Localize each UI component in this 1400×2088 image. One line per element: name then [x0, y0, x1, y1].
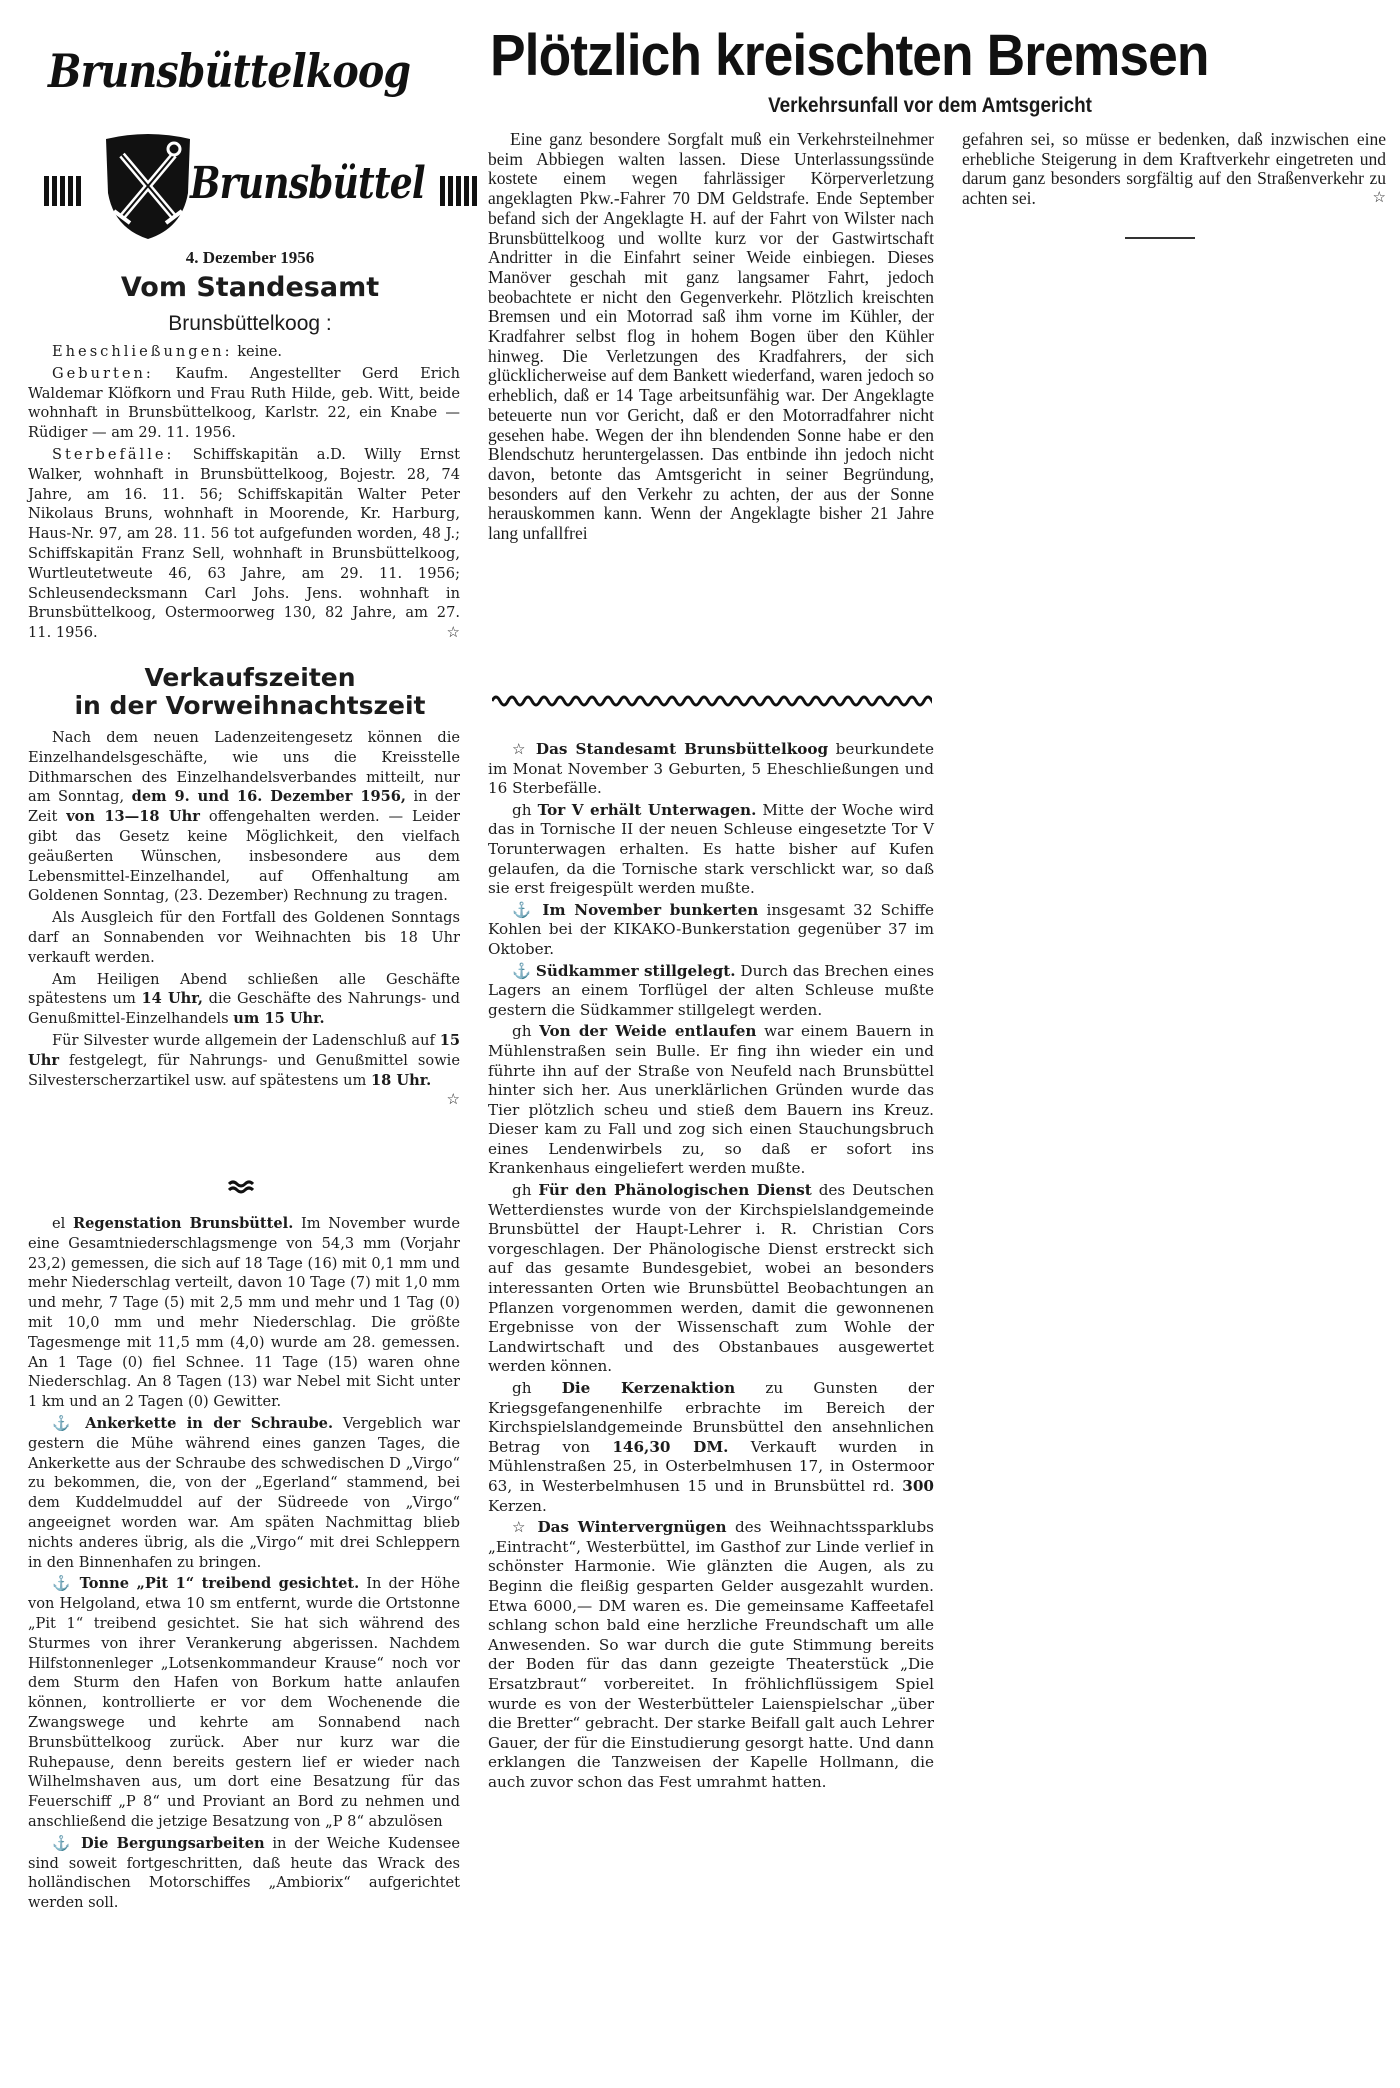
paragraph-text: Verkauft wurden in Mühlenstraßen 25, in Osterbelmhusen 17, in Ostermoor 63, in Westerbelmhusen 15 und in Brunsbüttel rd.	[488, 1437, 934, 1495]
news-paragraph	[28, 1574, 460, 1831]
standesamt-heading: Vom Standesamt	[120, 272, 380, 303]
article-text-2	[962, 130, 1386, 209]
paragraph-text: Kaufm. Angestellter Gerd Erich Waldemar Klöfkorn und Frau Ruth Hilde, geb. Witt, beide wohnhaft in Brunsbüttelkoog, Karlstr. 22, ein Knabe — Rüdiger — am 29. 11. 1956.	[28, 364, 460, 442]
paragraph-lead-bold: Regenstation Brunsbüttel.	[72, 1215, 294, 1232]
paragraph-text: el	[52, 1215, 73, 1232]
star-icon: ☆	[1372, 190, 1386, 207]
issue-date: 4. Dezember 1956	[185, 248, 315, 267]
verkauf-heading-line2: in der Vorweihnachtszeit	[74, 691, 426, 720]
paragraph-label: Geburten:	[52, 364, 154, 382]
masthead-logo	[40, 38, 460, 238]
paragraph-lead-bold: 14 Uhr,	[141, 990, 203, 1008]
star-icon: ☆	[512, 1518, 538, 1537]
verkauf-heading	[40, 664, 460, 720]
paragraph-lead-bold: 146,30 DM.	[612, 1437, 729, 1456]
news-paragraph	[28, 445, 460, 643]
paragraph-text: in der Weiche Kudensee sind soweit fortgeschritten, daß heute das Wrack des holländischen Motorschiffes „Ambiorix“ aufgerichtet werden soll.	[28, 1834, 460, 1912]
verkauf-heading-line1: Verkaufszeiten	[144, 663, 356, 692]
paragraph-text: des Deutschen Wetterdienstes wurde von der Kirchspielslandgemeinde Brunsbüttel der Haupt-Lehrer i. R. Christian Cors vorgeschlagen. Der Phänologische Dienst erstreckt sich auf das gesamte Bundesgebiet, wobei an besonders interessanten Orten wie Brunsbüttel Beobachtungen an Pflanzen vorgenommen werden, damit die gewonnenen Ergebnisse von der Wissenschaft zum Wohle der Landwirtschaft und des Obstanbaues ausgewertet werden können.	[488, 1181, 934, 1376]
news-paragraph	[488, 740, 934, 799]
article-text-1: Eine ganz besondere Sorgfalt muß ein Verkehrsteilnehmer beim Abbiegen walten lassen. Diese Unterlassungssünde kostete einem wegen fahrlässiger Körperverletzung angeklagten Pkw.-Fahrer 70 DM Geldstrafe. Ende September befand sich der Angeklagte H. auf der Fahrt von Wilster nach Brunsbüttelkoog und wollte kurz vor der Gastwirtschaft Andritter in die Einfahrt seiner Weide einbiegen. Dieses Manöver geschah mit ganz langsamer Fahrt, jedoch beobachtete er nicht den Gegenverkehr. Plötzlich kreischten Bremsen und ein Motorrad saß ihm vorne im Kühler, der Kradfahrer selbst flog in hohem Bogen über den Kühler hinweg. Die Verletzungen des Kradfahrers, der sich glücklicherweise auf dem Bankett wiederfand, waren jedoch so erheblich, daß er 14 Tage arbeitsunfähig war. Der Angeklagte beteuerte nun vor Gericht, daß er den Motorradfahrer nicht gesehen habe. Wegen der ihn blendenden Sonne habe er den Blendschutz heruntergelassen. Das entbinde ihn jedoch nicht davon, betonte das Amtsgericht in seiner Begründung, besonders auf den Verkehr zu achten, der aus der Sonne herauskommen kann. Wenn der Angeklagte bisher 21 Jahre lang unfallfrei	[488, 129, 934, 544]
article-subheadline: Verkehrsunfall vor dem Amtsgericht	[768, 94, 1092, 117]
paragraph-text: beurkundete im Monat November 3 Geburten, 5 Eheschließungen und 16 Sterbefälle.	[488, 740, 934, 798]
paragraph-text: offengehalten werden. — Leider gibt das Gesetz keine Möglichkeit, den vielfach geäußerten Wünschen, insbesondere aus dem Lebensmittel-Einzelhandel, auf Offenhaltung am Goldenen Sonntag, (23. Dezember) Rechnung zu tragen.	[28, 808, 460, 905]
paragraph-lead-bold: Das Standesamt Brunsbüttelkoog	[535, 740, 829, 758]
news-paragraph	[28, 908, 460, 967]
paragraph-text: die Geschäfte des Nahrungs- und Genußmittel-Einzelhandels	[28, 990, 460, 1028]
article-headline: Plötzlich kreischten Bremsen	[490, 23, 1209, 88]
masthead-subtitle: Brunsbüttel	[190, 158, 425, 209]
news-paragraph	[28, 1214, 460, 1412]
news-paragraph	[488, 1181, 934, 1377]
coat-of-arms-icon	[102, 133, 194, 241]
article-end-rule	[1125, 237, 1195, 239]
paragraph-text: insgesamt 32 Schiffe Kohlen bei der KIKAKO-Bunkerstation gegenüber 37 im Oktober.	[488, 900, 934, 958]
paragraph-text: Nach dem neuen Ladenzeitengesetz können die Einzelhandelsgeschäfte, wie uns die Kreisstelle Dithmarschen des Einzelhandelsverbandes mitteilt, nur am Sonntag,	[28, 729, 460, 806]
paragraph-text: Mitte der Woche wird das in Tornische II der neuen Schleuse eingesetzte Tor V Torunterwagen erhalten. Es hatte bisher auf Kufen gelaufen, da die Tornische stark verschlickt war, so daß sie erst freigespült werden mußte.	[488, 800, 934, 898]
news-paragraph	[28, 1834, 460, 1913]
standesamt-place: Brunsbüttelkoog :	[168, 312, 332, 335]
star-icon: ☆	[512, 740, 536, 758]
paragraph-text: des Weihnachtssparklubs „Eintracht“, Westerbüttel, im Gasthof zur Linde verlief in schönster Harmonie. Wie glänzten die Augen, als zu Beginn die fleißig gesparten Gelder ausgezahlt wurden. Etwa 6000,— DM waren es. Die gemeinsame Kaffeetafel schlang schon bald eine herzliche Freundschaft um alle Anwesenden. So war durch die gute Stimmung bereits der Boden für das dann gezeigte Theaterstück „Die Ersatzbraut“ vorbereitet. In fröhlichflüssigem Spiel wurde es von der Westerbütteler Laienspielschar „über die Bretter“ gebracht. Der starke Beifall galt auch Lehrer Gauer, der für die Einstudierung gesorgt hatte. Und dann erklangen die Tanzweisen der Kapelle Hollmann, die auch zuvor schon das Fest umrahmt hatten.	[488, 1518, 934, 1791]
anchor-icon: ⚓	[52, 1414, 86, 1432]
paragraph-label: Sterbefälle:	[52, 445, 175, 463]
paragraph-lead-bold: Tor V erhält Unterwagen.	[537, 800, 757, 819]
news-paragraph	[488, 801, 934, 899]
paragraph-text: Im November wurde eine Gesamtniederschlagsmenge von 54,3 mm (Vorjahr 23,2) gemessen, die sich auf 18 Tage (16) mit 0,1 mm und mehr Niederschlag verteilt, davon 10 Tage (7) mit 1,0 mm und mehr, 7 Tage (5) mit 2,5 mm und mehr und 1 Tag (0) mit 10,0 mm und mehr Niederschlag. Die größte Tagesmenge mit 11,5 mm (4,0) wurde am 28. gemessen. An 1 Tage (0) fiel Schnee. 11 Tage (15) waren ohne Niederschlag. An 8 Tagen (13) war Nebel mit Sicht unter 1 km und an 2 Tagen (0) Gewitter.	[28, 1215, 460, 1411]
news-paragraph	[488, 962, 934, 1021]
star-icon: ☆	[446, 623, 460, 642]
news-paragraph	[488, 901, 934, 960]
news-paragraph	[488, 1379, 934, 1516]
news-paragraph	[28, 342, 460, 362]
paragraph-lead-bold: Von der Weide entlaufen	[539, 1022, 757, 1041]
paragraph-text: Kerzen.	[488, 1496, 547, 1515]
local-news-middle	[488, 740, 934, 1794]
paragraph-text: gh	[512, 1181, 539, 1200]
paragraph-lead-bold: Die Kerzenaktion	[561, 1379, 736, 1397]
paragraph-lead-bold: Die Bergungsarbeiten	[80, 1834, 265, 1852]
paragraph-lead-bold: Das Wintervergnügen	[537, 1518, 727, 1537]
paragraph-text: festgelegt, für Nahrungs- und Genußmittel sowie Silvesterscherzartikel usw. auf spätestens um	[28, 1051, 460, 1089]
paragraph-text: gh	[512, 1022, 540, 1041]
paragraph-text: In der Höhe von Helgoland, etwa 10 sm entfernt, wurde die Ortstonne „Pit 1“ treibend gesichtet. Sie hat sich während des Sturmes von ihrer Verankerung abgerissen. Nachdem Hilfstonnenleger „Lotsenkommandeur Krause“ noch vor dem Sturm den Hafen von Borkum hatte anlaufen können, kontrollierte er vor dem Wochenende die Zwangswege und kehrte am Sonnabend nach Brunsbüttelkoog zurück. Aber nur kurz war die Ruhepause, denn bereits gestern lief er wieder nach Wilhelmshaven aus, um dort eine Besatzung für das Feuerschiff „P 8“ und Proviant an Bord zu nehmen und anschließend die jetzige Besatzung von „P 8“ abzulösen	[28, 1575, 460, 1830]
masthead-title: Brunsbüttelkoog	[48, 44, 411, 98]
paragraph-lead-bold: um 15 Uhr.	[233, 1010, 325, 1028]
anchor-icon: ⚓	[512, 961, 536, 980]
masthead-ornament-left	[44, 176, 84, 206]
news-paragraph	[28, 1414, 460, 1572]
paragraph-lead-bold: Ankerkette in der Schraube.	[85, 1414, 334, 1432]
paragraph-lead-bold: 15 Uhr	[28, 1031, 460, 1069]
anchor-icon: ⚓	[52, 1575, 80, 1593]
paragraph-label: Eheschließungen:	[52, 343, 233, 360]
article-text-2-content: gefahren sei, so müsse er bedenken, daß inzwischen eine erhebliche Steigerung in dem Kraftverkehr eingetreten und darum ganz besonders sorgfältig auf den Straßenverkehr zu achten sei.	[962, 129, 1386, 209]
local-news-left	[28, 1214, 460, 1915]
paragraph-text: gh	[512, 1379, 562, 1397]
paragraph-text: war einem Bauern in Mühlenstraßen sein Bulle. Er fing ihn wieder ein und führte ihn auf der Straße von Neufeld nach Brunsbüttel hinter sich her. Aus unerklärlichen Gründen wurde das Tier plötzlich scheu und stieß dem Bauern ins Kreuz. Dieser kam zu Fall und zog sich einen Stauchungsbruch eines Lendenwirbels zu, so daß er sofort ins Krankenhaus eingeliefert werden mußte.	[488, 1022, 934, 1178]
paragraph-lead-bold: Tonne „Pit 1“ treibend gesichtet.	[79, 1575, 360, 1593]
section-divider-ornament	[228, 1180, 254, 1194]
paragraph-text: keine.	[232, 343, 283, 360]
paragraph-lead-bold: Im November bunkerten	[542, 900, 759, 919]
paragraph-text: Als Ausgleich für den Fortfall des Goldenen Sonntags darf an Sonnabenden vor Weihnachten bis 18 Uhr verkauft werden.	[28, 909, 460, 966]
paragraph-text: gh	[512, 800, 538, 819]
news-paragraph	[28, 970, 460, 1029]
masthead-ornament-right	[440, 176, 480, 206]
paragraph-text: Durch das Brechen eines Lagers an einem Torflügel der alten Schleuse mußte gestern die Südkammer stillgelegt werden.	[488, 961, 934, 1019]
news-paragraph	[28, 364, 460, 443]
paragraph-text: Für Silvester wurde allgemein der Ladenschluß auf	[52, 1031, 440, 1049]
paragraph-text: Schiffskapitän a.D. Willy Ernst Walker, wohnhaft in Brunsbüttelkoog, Bojestr. 28, 74 Jahre, am 16. 11. 56; Schiffskapitän Walter Peter Nikolaus Bruns, wohnhaft in Moorende, Kr. Harburg, Haus-Nr. 97, am 28. 11. 56 tot aufgefunden worden, 48 J.; Schiffskapitän Franz Sell, wohnhaft in Brunsbüttelkoog, Wurtleutetweute 46, 63 Jahre, am 29. 11. 1956; Schleusendecksmann Carl Johs. Jens. wohnhaft in Brunsbüttelkoog, Ostermoorweg 130, 82 Jahre, am 27. 11. 1956.	[28, 445, 460, 642]
verkauf-body	[28, 728, 460, 1110]
paragraph-lead-bold: Für den Phänologischen Dienst	[538, 1181, 812, 1200]
paragraph-lead-bold: dem 9. und 16. Dezember 1956,	[131, 788, 407, 806]
paragraph-lead-bold: 18 Uhr.	[371, 1071, 432, 1089]
anchor-icon: ⚓	[512, 900, 543, 919]
paragraph-lead-bold: von 13—18 Uhr	[66, 808, 200, 826]
anchor-icon: ⚓	[52, 1834, 81, 1852]
article-column-2	[962, 130, 1386, 209]
news-paragraph	[488, 1022, 934, 1179]
wavy-divider-ornament	[492, 692, 932, 710]
paragraph-text: zu Gunsten der Kriegsgefangenenhilfe erbrachte im Bereich der Kirchspielslandgemeinde Brunsbüttel den ansehnlichen Betrag von	[488, 1379, 934, 1456]
star-icon: ☆	[446, 1090, 460, 1109]
paragraph-lead-bold: 300	[902, 1476, 934, 1495]
news-paragraph	[28, 1031, 460, 1109]
paragraph-text: in der Zeit	[28, 788, 460, 826]
news-paragraph	[488, 1518, 934, 1792]
paragraph-lead-bold: Südkammer stillgelegt.	[535, 961, 736, 980]
news-paragraph	[28, 728, 460, 906]
article-column-1	[488, 130, 934, 544]
paragraph-text: Vergeblich war gestern die Mühe während eines ganzen Tages, die Ankerkette aus der Schraube des schwedischen D „Virgo“ zu bekommen, die, von der „Egerland“ stammend, bei dem Kuddelmuddel auf der Südreede von „Virgo“ angeeignet worden war. Am späten Nachmittag blieb nichts anderes übrig, als die „Virgo“ mit drei Schleppern in den Binnenhafen zu bringen.	[28, 1414, 460, 1571]
standesamt-body	[28, 342, 460, 645]
paragraph-text: Am Heiligen Abend schließen alle Geschäfte spätestens um	[28, 970, 460, 1008]
